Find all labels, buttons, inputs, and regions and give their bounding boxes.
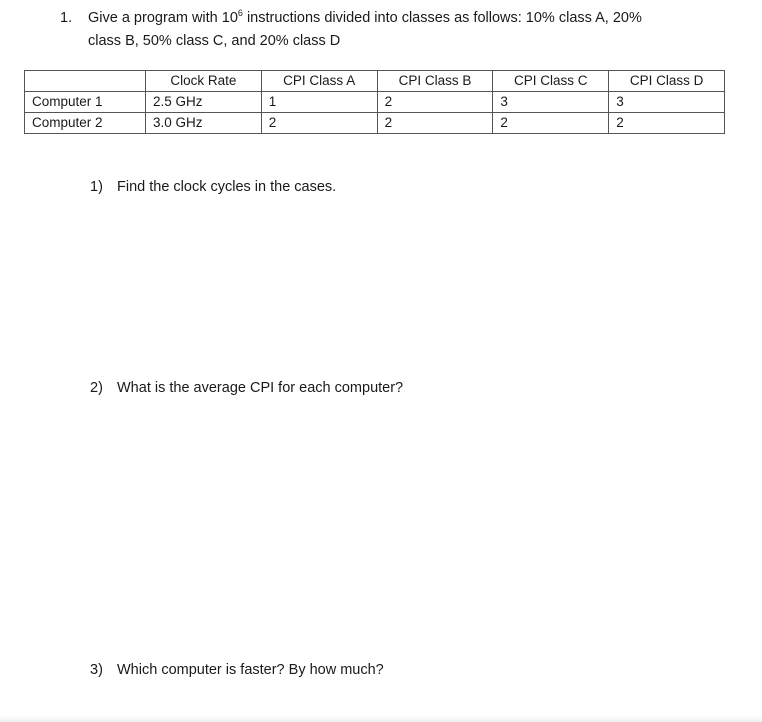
subquestion-1 [90,179,336,195]
row-2-cpi-b: 2 [377,113,493,134]
page-bottom-edge [0,716,762,722]
row-2-cpi-d: 2 [609,113,725,134]
header-cell-cpi-d: CPI Class D [609,71,725,92]
row-1-cpi-b: 2 [377,92,493,113]
row-1-computer: Computer 1 [25,92,146,113]
subquestion-3-number: 3) [90,662,103,678]
question-exponent: 6 [237,8,243,18]
question-text [88,7,728,53]
subquestion-3-text: Which computer is faster? By how much? [117,662,384,678]
question-number: 1. [60,10,73,26]
header-cell-cpi-a: CPI Class A [261,71,377,92]
header-cell-cpi-c: CPI Class C [493,71,609,92]
row-1-cpi-c: 3 [493,92,609,113]
row-1-cpi-d: 3 [609,92,725,113]
row-2-cpi-a: 2 [261,113,377,134]
row-2-computer: Computer 2 [25,113,146,134]
row-2-clock-rate: 3.0 GHz [146,113,262,134]
subquestion-2-text: What is the average CPI for each computer? [117,380,404,396]
question-text-line2: class B, 50% class C, and 20% class D [88,33,341,49]
subquestion-1-text: Find the clock cycles in the cases. [117,179,337,195]
cpi-table [24,70,725,134]
table-header-row [25,71,725,92]
subquestion-2-number: 2) [90,380,103,396]
header-cell-cpi-b: CPI Class B [377,71,493,92]
header-cell-clock-rate: Clock Rate [146,71,262,92]
table-row [25,92,725,113]
row-1-cpi-a: 1 [261,92,377,113]
subquestion-2 [90,380,403,396]
row-2-cpi-c: 2 [493,113,609,134]
question-text-line1-rest: instructions divided into classes as follows: 10% class A, 20% [242,10,642,26]
table-row [25,113,725,134]
subquestion-1-number: 1) [90,179,103,195]
header-cell-empty [25,71,146,92]
subquestion-3 [90,662,384,678]
question-text-start: Give a program with 10 [88,10,238,26]
row-1-clock-rate: 2.5 GHz [146,92,262,113]
